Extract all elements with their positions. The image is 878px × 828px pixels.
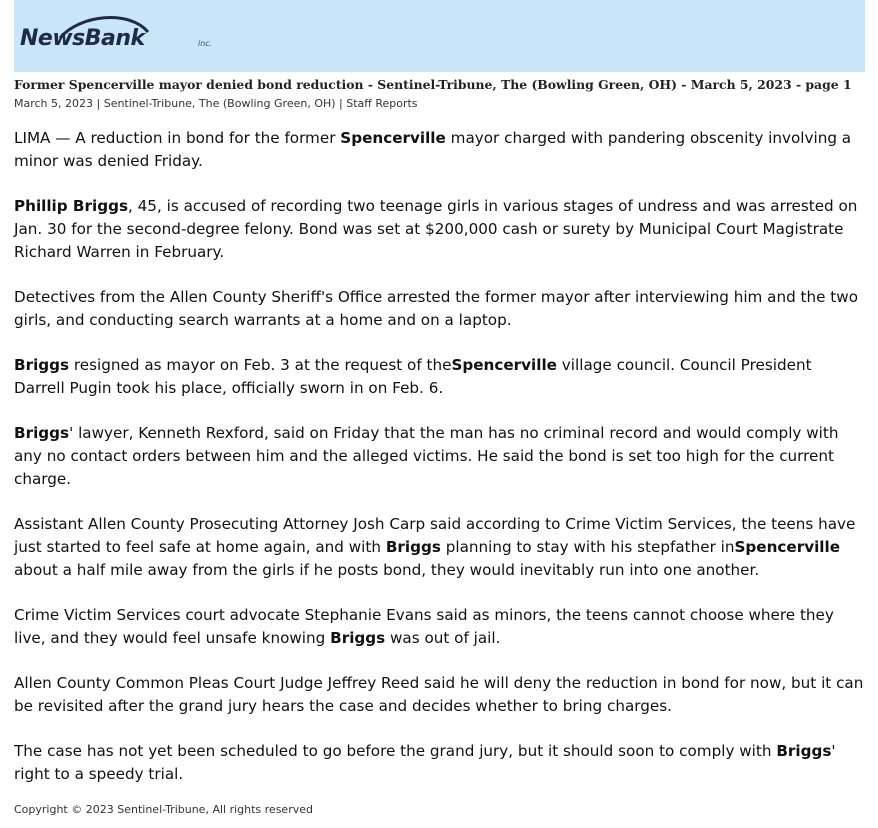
header-banner bbox=[14, 0, 865, 72]
text: The case has not yet been scheduled to go before the grand jury, but it should soon to comply with bbox=[14, 742, 777, 760]
text: resigned as mayor on Feb. 3 at the request of the bbox=[69, 356, 452, 374]
highlight-term: Spencerville bbox=[734, 538, 841, 556]
paragraph-5 bbox=[14, 422, 865, 491]
text: Assistant Allen County Prosecuting Attorney Josh Carp said according to Crime Victim Services, the teens have just started to feel safe at home again, and with bbox=[14, 515, 856, 556]
text: village council. Council President Darrell Pugin took his place, officially sworn in on Feb. 6. bbox=[14, 356, 812, 397]
paragraph-4 bbox=[14, 354, 865, 400]
paragraph-2 bbox=[14, 195, 865, 264]
text: was out of jail. bbox=[385, 629, 501, 647]
text: , 45, is accused of recording two teenage girls in various stages of undress and was arrested on Jan. 30 for the second-degree felony. Bond was set at $200,000 cash or surety by Municipal Court Magistrate Richard Warren in February. bbox=[14, 197, 858, 261]
text: LIMA — A reduction in bond for the former bbox=[14, 129, 341, 147]
text: ' right to a speedy trial. bbox=[14, 742, 836, 783]
article-body bbox=[14, 127, 865, 808]
highlight-term: Spencerville bbox=[340, 129, 446, 147]
newsbank-logo[interactable] bbox=[20, 12, 220, 60]
text: Crime Victim Services court advocate Stephanie Evans said as minors, the teens cannot choose where they live, and they would feel unsafe knowing bbox=[14, 606, 834, 647]
highlight-term: Briggs bbox=[385, 538, 441, 556]
text: ' lawyer, Kenneth Rexford, said on Friday that the man has no criminal record and would comply with any no contact orders between him and the alleged victims. He said the bond is set too high for the current charge. bbox=[14, 424, 839, 488]
document-byline: March 5, 2023 | Sentinel-Tribune, The (Bowling Green, OH) | Staff Reports bbox=[14, 97, 418, 110]
logo-wordmark bbox=[20, 26, 145, 51]
logo-bank: Bank bbox=[84, 26, 145, 51]
document-title: Former Spencerville mayor denied bond reduction - Sentinel-Tribune, The (Bowling Green, OH) - March 5, 2023 - page 1 bbox=[14, 77, 852, 92]
highlight-term: Briggs bbox=[14, 356, 70, 374]
text: about a half mile away from the girls if he posts bond, they would inevitably run into one another. bbox=[14, 561, 760, 579]
paragraph-8: Allen County Common Pleas Court Judge Jeffrey Reed said he will deny the reduction in bond for now, but it can be revisited after the grand jury hears the case and decides whether to bring charges. bbox=[14, 674, 864, 715]
paragraph-9 bbox=[14, 740, 865, 786]
copyright-notice: Copyright © 2023 Sentinel-Tribune, All rights reserved bbox=[14, 803, 313, 816]
highlight-term: Briggs bbox=[330, 629, 386, 647]
logo-inc: inc. bbox=[198, 39, 213, 48]
text: planning to stay with his stepfather in bbox=[440, 538, 735, 556]
highlight-term: Briggs bbox=[14, 424, 70, 442]
text: mayor charged with pandering obscenity involving a minor was denied Friday. bbox=[14, 129, 852, 170]
paragraph-3: Detectives from the Allen County Sheriff's Office arrested the former mayor after interviewing him and the two girls, and conducting search warrants at a home and on a laptop. bbox=[14, 288, 858, 329]
highlight-term: Phillip Briggs bbox=[14, 197, 128, 215]
logo-news: News bbox=[20, 26, 85, 51]
highlight-term: Briggs bbox=[776, 742, 832, 760]
paragraph-7 bbox=[14, 604, 865, 650]
paragraph-6 bbox=[14, 513, 865, 582]
highlight-term: Spencerville bbox=[451, 356, 557, 374]
paragraph-1 bbox=[14, 127, 865, 173]
